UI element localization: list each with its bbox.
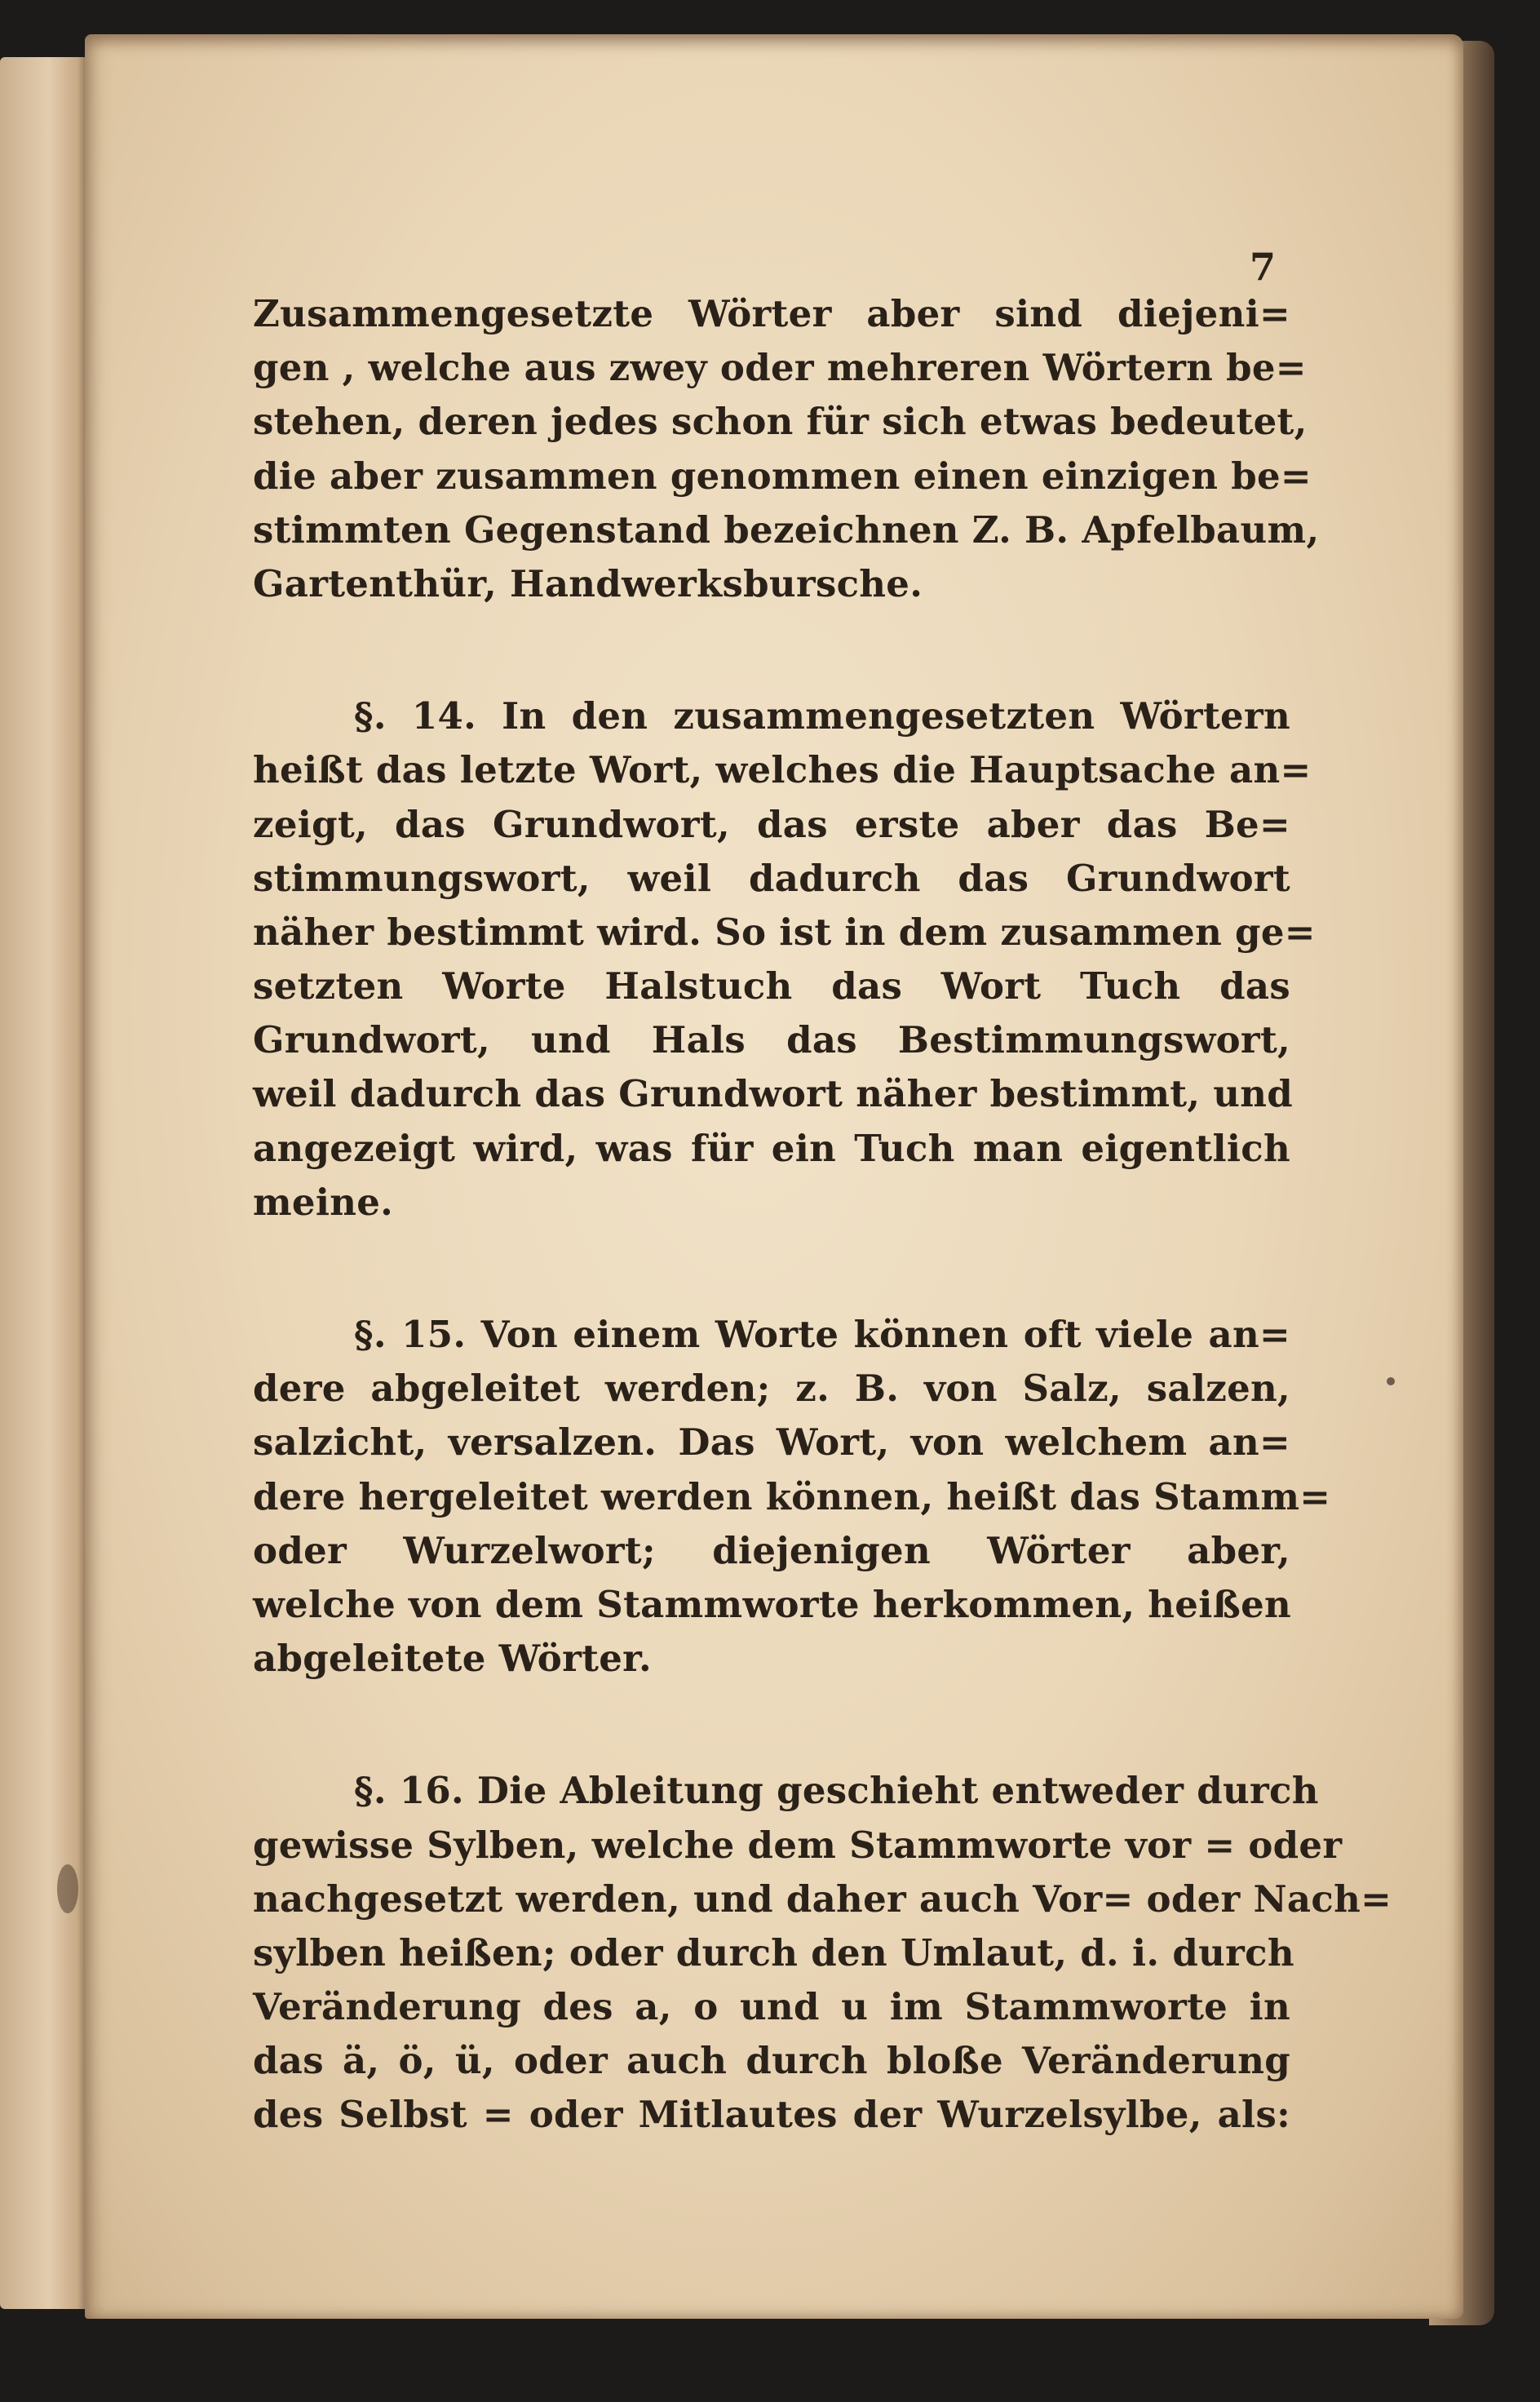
text-line: angezeigt wird, was für ein Tuch man eigentlich (253, 1126, 1290, 1170)
text-line: des Selbst = oder Mitlautes der Wurzelsylbe, als: (253, 2093, 1290, 2137)
text-line: weil dadurch das Grundwort näher bestimmt, und (253, 1072, 1294, 1116)
text-line: dere abgeleitet werden; z. B. von Salz, salzen, (253, 1367, 1290, 1411)
text-line: salzicht, versalzen. Das Wort, von welchem an= (253, 1420, 1290, 1465)
ink-blot (57, 1864, 78, 1913)
facing-page-edge (0, 57, 88, 2309)
paragraph-zusammengesetzte (253, 287, 1320, 611)
text-line: nachgesetzt werden, und daher auch Vor= oder Nach= (253, 1877, 1392, 1921)
text-line: gewisse Sylben, welche dem Stammworte vor = oder (253, 1823, 1343, 1867)
page-text (253, 287, 1392, 2143)
text-line: dere hergeleitet werden können, heißt das Stamm= (253, 1474, 1331, 1518)
paragraph-section-14 (253, 689, 1316, 1230)
paragraph-section-15 (253, 1308, 1331, 1686)
text-line: stehen, deren jedes schon für sich etwas bedeutet, (253, 400, 1308, 444)
text-line: die aber zusammen genommen einen einzigen be= (253, 454, 1312, 498)
text-line: welche von dem Stammworte herkommen, heißen (253, 1582, 1292, 1626)
text-line: setzten Worte Halstuch das Wort Tuch das (253, 964, 1290, 1008)
text-line: das ä, ö, ü, oder auch durch bloße Veränderung (253, 2039, 1290, 2083)
ink-speck (1387, 1377, 1395, 1385)
page-number: 7 (1250, 245, 1277, 289)
text-line: sylben heißen; oder durch den Umlaut, d. i. durch (253, 1930, 1294, 1974)
text-line: zeigt, das Grundwort, das erste aber das Be= (253, 802, 1290, 846)
text-line: Grundwort, und Hals das Bestimmungswort, (253, 1018, 1290, 1062)
text-line: Zusammengesetzte Wörter aber sind diejeni= (253, 292, 1290, 335)
text-line: §. 14. In den zusammengesetzten Wörtern (354, 694, 1290, 738)
text-line: §. 16. Die Ableitung geschieht entweder durch (354, 1769, 1319, 1813)
text-line: abgeleitete Wörter. (253, 1637, 652, 1681)
text-line: Gartenthür, Handwerksbursche. (253, 561, 923, 605)
text-line: §. 15. Von einem Worte können oft viele an= (354, 1313, 1290, 1356)
text-line: Veränderung des a, o und u im Stammworte in (253, 1985, 1290, 2029)
paragraph-section-16 (253, 1764, 1392, 2142)
text-line: stimmten Gegenstand bezeichnen Z. B. Apfelbaum, (253, 507, 1320, 552)
text-line: gen , welche aus zwey oder mehreren Wörtern be= (253, 346, 1307, 390)
text-line: oder Wurzelwort; diejenigen Wörter aber, (253, 1528, 1290, 1572)
text-line: stimmungswort, weil dadurch das Grundwort (253, 856, 1290, 900)
text-line: meine. (253, 1180, 394, 1224)
text-line: näher bestimmt wird. So ist in dem zusammen ge= (253, 910, 1316, 954)
text-line: heißt das letzte Wort, welches die Hauptsache an= (253, 748, 1312, 792)
